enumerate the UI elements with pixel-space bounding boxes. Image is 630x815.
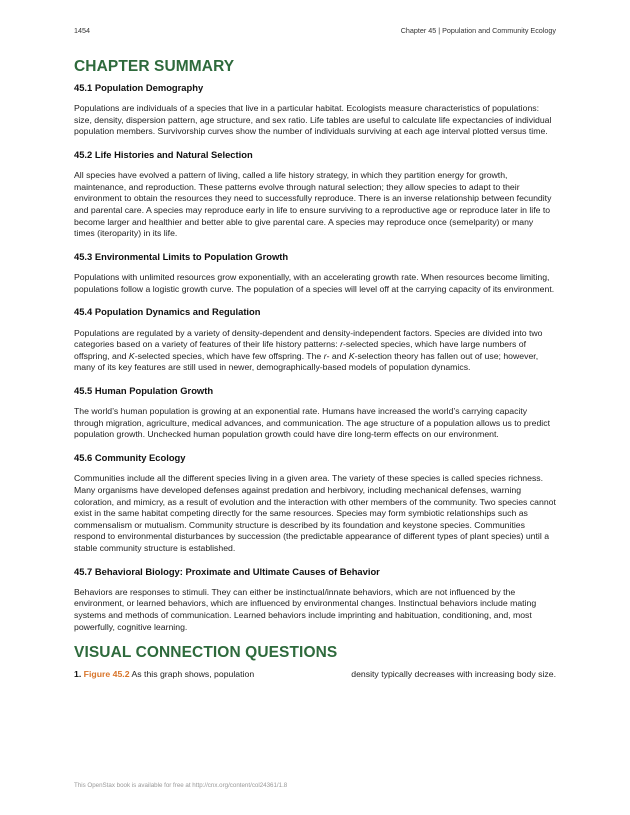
section-heading: 45.3 Environmental Limits to Population Growth: [74, 250, 289, 262]
section-text: Populations are individuals of a species that live in a particular habitat. Ecologists measure characteristics of populations: size, density, dispersion pattern, age structure, and sex ratio. Life tables are useful to calculate life expectancies of individual population members. Survivorship curves show the number of individuals surviving at each age interval plotted versus time.: [74, 103, 552, 137]
section-text: Populations are regulated by a variety of density-dependent and density-independent factors. Species are divided into two categories based on a variety of features of their life history patterns: r-selected species, which have large numbers of offspring, and K-selected species, which have few offspring. The r- and K-selection theory has fallen out of use; however, many of its key features are still used in newer, demographically-based models of population dynamics.: [74, 327, 543, 373]
section-heading: 45.7 Behavioral Biology: Proximate and Ultimate Causes of Behavior: [74, 565, 380, 577]
page-header: [74, 26, 556, 35]
section-heading: 45.1 Population Demography: [74, 82, 204, 93]
page-number: 1454: [74, 26, 90, 35]
section-text: Populations with unlimited resources grow exponentially, with an accelerating growth rate. When resources become limiting, populations follow a logistic growth curve. The population of a species will level off at the carrying capacity of its environment.: [74, 272, 555, 294]
visual-connection-questions-heading: VISUAL CONNECTION QUESTIONS: [74, 644, 338, 662]
page-footer: This OpenStax book is available for free at http://cnx.org/content/col24361/1.8: [74, 782, 288, 789]
section-heading: 45.2 Life Histories and Natural Selection: [74, 149, 253, 161]
section-45-4: [74, 306, 556, 374]
question-text-b: density typically decreases with increasing body size.: [351, 669, 556, 680]
section-45-6: [74, 452, 556, 554]
section-45-2: [74, 149, 556, 240]
chapter-title: Chapter 45 | Population and Community Ecology: [400, 26, 556, 35]
question-text-a: As this graph shows, population: [129, 669, 255, 680]
section-text: Communities include all the different species living in a given area. The variety of these species is called species richness. Many organisms have developed defenses against predation and herbivory, including mechanical defenses, warning coloration, and mimicry, as a result of evolution and the interaction with other members of the community. Two species cannot exist in the same habitat competing directly for the same resources. Species may form symbiotic relationships such as commensalism or mutualism. Community structure is described by its foundation and keystone species. Communities respond to environmental disturbances by succession (the predictable appearance of different types of plant species) until a stable community structure is established.: [74, 473, 556, 553]
section-45-7: [74, 566, 556, 634]
section-text: Behaviors are responses to stimuli. They can either be instinctual/innate behaviors, which are not influenced by the environment, or learned behaviors, which are influenced by environmental changes. Instinctual behaviors include mating systems and methods of communication. Learned behaviors include imprinting and habituation, conditioning, and, most powerfully, cognitive learning.: [74, 586, 537, 632]
section-heading: 45.6 Community Ecology: [74, 452, 186, 464]
section-heading: 45.5 Human Population Growth: [74, 385, 214, 397]
chapter-summary-heading: CHAPTER SUMMARY: [74, 58, 235, 75]
section-45-3: [74, 251, 556, 295]
question-number: 1.: [74, 669, 82, 680]
section-45-5: [74, 385, 556, 441]
section-text: The world’s human population is growing at an exponential rate. Humans have increased the world’s carrying capacity through migration, agriculture, medical advances, and communication. The age structure of a population allows us to predict population growth. Unchecked human population growth could have dire long-term effects on our environment.: [74, 406, 550, 440]
section-heading: 45.4 Population Dynamics and Regulation: [74, 306, 261, 318]
page-content: [74, 58, 556, 680]
section-text: All species have evolved a pattern of living, called a life history strategy, in which they partition energy for growth, maintenance, and reproduction. These patterns evolve through natural selection; they allow species to adapt to their environment to obtain the resources they need to successfully reproduce. There is an inverse relationship between fecundity and parental care. A species may reproduce early in life to ensure surviving to a reproductive age or reproduce later in life to become larger and healthier and better able to give parental care. A species may reproduce once (semelparity) or many times (iteroparity) in its life.: [74, 170, 552, 239]
question-1: [74, 668, 556, 680]
figure-link[interactable]: Figure 45.2: [83, 669, 130, 680]
section-45-1: [74, 82, 556, 138]
